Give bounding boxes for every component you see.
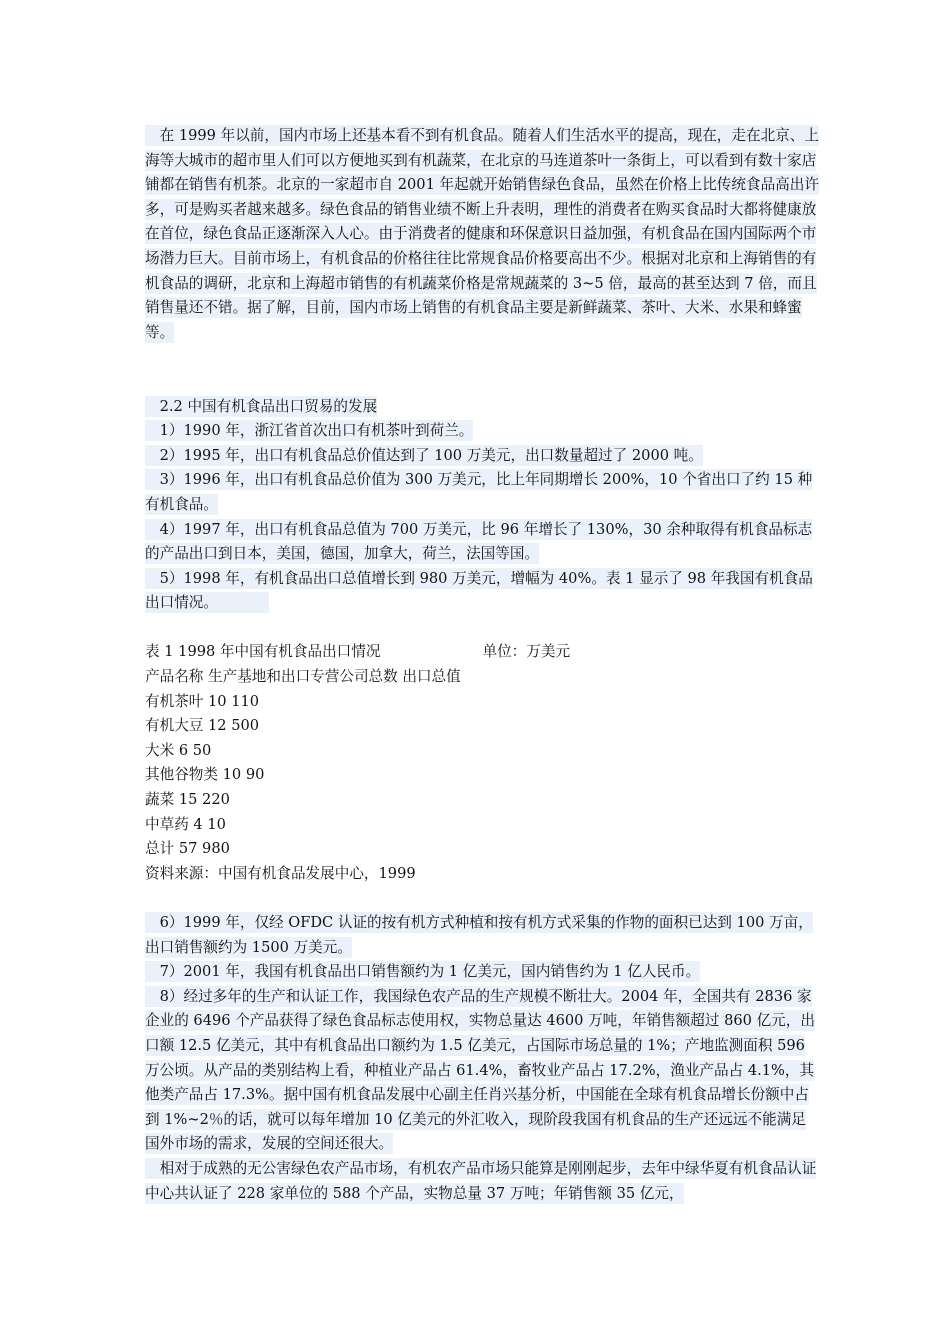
blank-line bbox=[145, 345, 820, 370]
export-item bbox=[145, 518, 820, 567]
export-item-text: 2）1995 年，出口有机食品总价值达到了 100 万美元，出口数量超过了 2000 吨。 bbox=[145, 446, 703, 464]
later-item-text: 7）2001 年，我国有机食品出口销售额约为 1 亿美元，国内销售约为 1 亿人民币。 bbox=[145, 963, 701, 981]
later-item-text: 6）1999 年，仅经 OFDC 认证的按有机方式种植和按有机方式采集的作物的面积已达到 100 万亩，出口销售额约为 1500 万美元。 bbox=[145, 914, 813, 956]
table-unit: 单位：万美元 bbox=[482, 643, 571, 661]
export-item-text: 5）1998 年，有机食品出口总值增长到 980 万美元，增幅为 40%。表 1 显示了 98 年我国有机食品出口情况。 bbox=[145, 569, 813, 612]
table-row: 蔬菜 15 220 bbox=[145, 791, 230, 809]
table-title-line bbox=[145, 640, 820, 665]
table-row: 其他谷物类 10 90 bbox=[145, 766, 265, 784]
table-row: 中草药 4 10 bbox=[145, 815, 226, 833]
export-item bbox=[145, 444, 820, 469]
table-row: 有机茶叶 10 110 bbox=[145, 692, 260, 710]
table-source: 资料来源：中国有机食品发展中心，1999 bbox=[145, 864, 416, 882]
blank-line bbox=[145, 886, 820, 911]
document-body bbox=[145, 124, 820, 1206]
export-item-text: 3）1996 年，出口有机食品总价值为 300 万美元，比上年同期增长 200%，10 个省出口了约 15 种有机食品。 bbox=[145, 471, 813, 513]
export-item bbox=[145, 567, 820, 616]
export-item-text: 4）1997 年，出口有机食品总值为 700 万美元，比 96 年增长了 130%，30 余种取得有机食品标志的产品出口到日本，美国，德国，加拿大，荷兰，法国等国。 bbox=[145, 520, 813, 563]
table-row: 大米 6 50 bbox=[145, 741, 212, 759]
table-header: 产品名称 生产基地和出口专营公司总数 出口总值 bbox=[145, 668, 461, 686]
export-item-text: 1）1990 年，浙江省首次出口有机茶叶到荷兰。 bbox=[145, 422, 474, 440]
blank-line bbox=[145, 616, 820, 641]
later-item bbox=[145, 985, 820, 1157]
section-heading-text: 2.2 中国有机食品出口贸易的发展 bbox=[145, 397, 378, 415]
later-item-text: 8）经过多年的生产和认证工作，我国绿色农产品的生产规模不断壮大。2004 年，全国共有 2836 家企业的 6496 个产品获得了绿色食品标志使用权，实物总量达 4600 万吨，年销售额超过 860 亿元，出口额 12.5 亿美元，其中有机食品出口额约为 1.5 亿美元，占国际市场总量的 1%；产地监测面积 596 万公顷。从产品的类别结构上看，种植业产品占 61.4%，畜牧业产品占 17.2%，渔业产品占 4.1%，其他类产品占 17.3%。据中国有机食品发展中心副主任肖兴基分析，中国能在全球有机食品增长份额中占到 1%~2％的话，就可以每年增加 10 亿美元的外汇收入，现阶段我国有机食品的生产还远远不能满足国外市场的需求，发展的空间还很大。 bbox=[145, 987, 815, 1153]
table-row: 有机大豆 12 500 bbox=[145, 717, 260, 735]
section-heading bbox=[145, 395, 820, 420]
table-row: 总计 57 980 bbox=[145, 840, 230, 858]
table-title: 表 1 1998 年中国有机食品出口情况 bbox=[145, 643, 381, 661]
intro-paragraph bbox=[145, 124, 820, 345]
later-item bbox=[145, 960, 820, 985]
intro-paragraph-text: 在 1999 年以前，国内市场上还基本看不到有机食品。随着人们生活水平的提高，现在，走在北京、上海等大城市的超市里人们可以方便地买到有机蔬菜，在北京的马连道茶叶一条街上，可以看到有数十家店铺都在销售有机茶。北京的一家超市自 2001 年起就开始销售绿色食品，虽然在价格上比传统食品高出许多，可是购买者越来越多。绿色食品的销售业绩不断上升表明，理性的消费者在购买食品时大都将健康放在首位，绿色食品正逐渐深入人心。由于消费者的健康和环保意识日益加强，有机食品在国内国际两个市场潜力巨大。目前市场上，有机食品的价格往往比常规食品价格要高出不少。根据对北京和上海销售的有机食品的调研，北京和上海超市销售的有机蔬菜价格是常规蔬菜的 3~5 倍，最高的甚至达到 7 倍，而且销售量还不错。据了解，目前，国内市场上销售的有机食品主要是新鲜蔬菜、茶叶、大米、水果和蜂蜜等。 bbox=[145, 127, 819, 341]
later-item bbox=[145, 1157, 820, 1206]
export-item bbox=[145, 468, 820, 517]
blank-line bbox=[145, 370, 820, 395]
later-item bbox=[145, 911, 820, 960]
export-item bbox=[145, 419, 820, 444]
later-item-text: 相对于成熟的无公害绿色农产品市场，有机农产品市场只能算是刚刚起步，去年中绿华夏有机食品认证中心共认证了 228 家单位的 588 个产品，实物总量 37 万吨；年销售额 35 亿元， bbox=[145, 1159, 817, 1202]
